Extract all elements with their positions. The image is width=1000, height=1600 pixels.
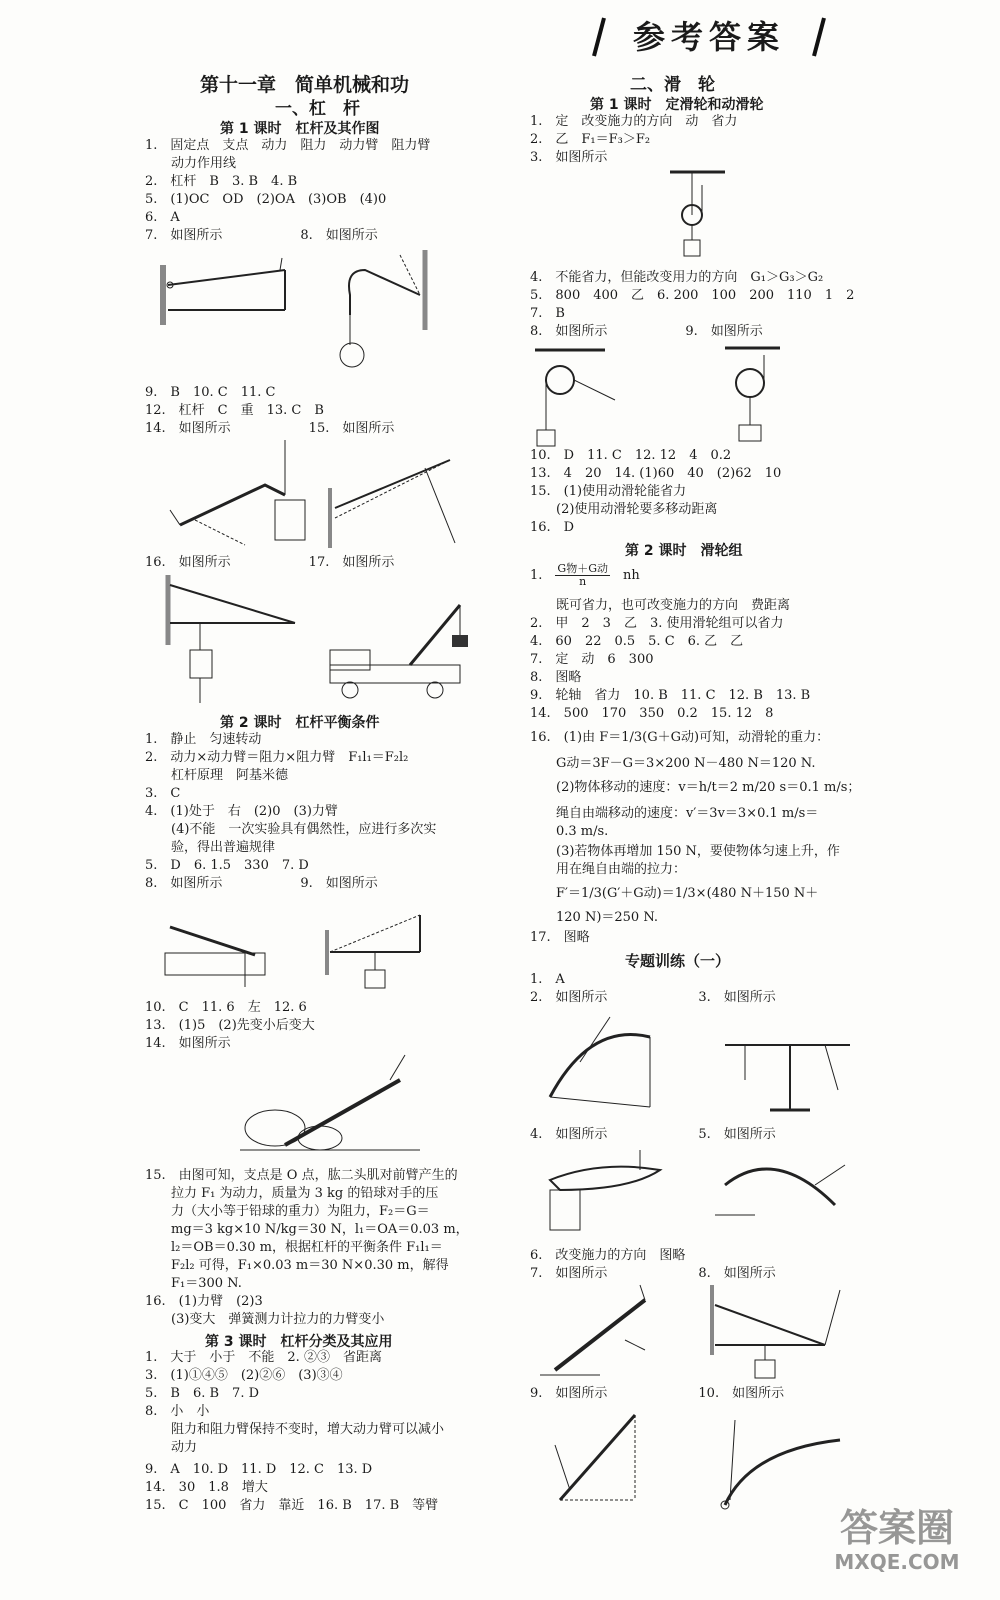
- answer-line: 阻力和阻力臂保持不变时，增大动力臂可以减小: [145, 1422, 445, 1437]
- answer-line: 14. 如图所示 15. 如图所示: [145, 421, 395, 436]
- answer-line: 既可省力，也可改变施力的方向 费距离: [530, 598, 791, 613]
- answer-line: 2. 动力×动力臂＝阻力×阻力臂 F₁l₁＝F₂l₂: [145, 750, 409, 765]
- answer-line: 3. 如图所示: [530, 150, 608, 165]
- answer-line: 9. 如图所示 10. 如图所示: [530, 1386, 785, 1401]
- answer-line: (3)变大 弹簧测力计拉力的力臂变小: [145, 1312, 385, 1327]
- answer-line: 12. 杠杆 C 重 13. C B: [145, 403, 324, 418]
- answer-line: F₁＝300 N.: [145, 1276, 242, 1291]
- answer-line: F′＝1/3(G′＋G动)＝1/3×(480 N＋150 N＋: [530, 886, 819, 901]
- lesson-title: 第 1 课时 定滑轮和动滑轮: [590, 97, 764, 113]
- answer-line: 5. D 6. 1.5 330 7. D: [145, 858, 309, 873]
- answer-line: 2. 杠杆 B 3. B 4. B: [145, 174, 298, 189]
- answer-line: l₂＝OB＝0.30 m，根据杠杆的平衡条件 F₁l₁＝: [145, 1240, 443, 1255]
- answer-line: 7. 如图所示 8. 如图所示: [530, 1266, 776, 1281]
- lever-figure-s4: [540, 1150, 670, 1240]
- answer-line: 6. 改变施力的方向 图略: [530, 1248, 686, 1263]
- answer-line: 2. 如图所示 3. 如图所示: [530, 990, 776, 1005]
- answer-line: 8. 如图所示 9. 如图所示: [145, 876, 378, 891]
- answer-line: 14. 30 1.8 增大: [145, 1480, 268, 1495]
- answer-line: 14. 如图所示: [145, 1036, 231, 1051]
- lever-figure-8: [330, 250, 430, 385]
- answer-line: G动＝3F－G＝3×200 N－480 N＝120 N.: [530, 756, 816, 771]
- answer-line: 16. 如图所示 17. 如图所示: [145, 555, 395, 570]
- answer-line: 1. 大于 小于 不能 2. ②③ 省距离: [145, 1350, 382, 1365]
- answer-line: 3. (1)①④⑤ (2)②⑥ (3)③④: [145, 1368, 343, 1383]
- answer-line: 16. (1)由 F＝1/3(G＋G动)可知，动滑轮的重力：: [530, 730, 830, 745]
- answer-line: (4)不能 一次实验具有偶然性，应进行多次实: [145, 822, 437, 837]
- lever-figure-s9: [540, 1405, 650, 1525]
- answer-line: 9. 轮轴 省力 10. B 11. C 12. B 13. B: [530, 688, 811, 703]
- pulley-figure-8: [535, 345, 625, 450]
- pulley-figure-3: [670, 170, 730, 265]
- answer-line: 1. 固定点 支点 动力 阻力 动力臂 阻力臂: [145, 138, 431, 153]
- answer-line: (2)使用动滑轮要多移动距离: [530, 502, 718, 517]
- answer-banner: [580, 14, 838, 60]
- answer-line: 10. D 11. C 12. 12 4 0.2: [530, 448, 732, 463]
- lever-figure-s5: [715, 1145, 850, 1245]
- lever-figure-s2: [540, 1012, 665, 1117]
- fraction: $\frac{\text{G物＋G动}}{n}$: [557, 562, 608, 588]
- answer-line: 1. A: [530, 972, 565, 987]
- answer-line: 7. 如图所示 8. 如图所示: [145, 228, 378, 243]
- answer-line: 动力: [145, 1440, 198, 1455]
- answer-line: 9. A 10. D 11. D 12. C 13. D: [145, 1462, 373, 1477]
- answer-line: 1. 静止 匀速转动: [145, 732, 262, 747]
- answer-line: 用在绳自由端的拉力：: [530, 862, 687, 877]
- answer-line: 16. (1)力臂 (2)3: [145, 1294, 263, 1309]
- answer-line: 17. 图略: [530, 930, 590, 945]
- lever-figure-s10: [710, 1410, 845, 1520]
- answer-line: 绳自由端移动的速度：v′＝3v＝3×0.1 m/s＝: [530, 806, 819, 821]
- answer-line: 0.3 m/s.: [530, 824, 609, 839]
- answer-line: 15. (1)使用动滑轮能省力: [530, 484, 687, 499]
- answer-line: 1. $\frac{\text{G物＋G动}}{n}$ nh: [530, 562, 640, 588]
- pump-figure-14: [165, 440, 310, 555]
- answer-line: 15. 由图可知，支点是 O 点，肱二头肌对前臂产生的: [145, 1168, 458, 1183]
- answer-line: 15. C 100 省力 靠近 16. B 17. B 等臂: [145, 1498, 439, 1513]
- watermark-text: 答案圈: [839, 1506, 954, 1550]
- answer-line: mg＝3 kg×10 N/kg＝30 N，l₁＝OA＝0.03 m，: [145, 1222, 469, 1237]
- lever-figure-15: [330, 448, 460, 548]
- banner-title: 参考答案: [632, 18, 785, 56]
- section-title-pulley: 二、滑 轮: [630, 75, 715, 95]
- watermark-url: MXQE.COM: [834, 1550, 960, 1574]
- answer-line: 13. (1)5 (2)先变小后变大: [145, 1018, 315, 1033]
- answer-line: 1. 定 改变施力的方向 动 省力: [530, 114, 738, 129]
- lever-figure-s3: [720, 1015, 855, 1115]
- crane-figure-17: [320, 590, 480, 705]
- chapter-title: 第十一章 简单机械和功: [200, 74, 410, 96]
- answer-line: 120 N)＝250 N.: [530, 910, 659, 925]
- lever-figure-s8: [710, 1285, 860, 1385]
- answer-line: 13. 4 20 14. (1)60 40 (2)62 10: [530, 466, 782, 481]
- lesson-title: 第 2 课时 杠杆平衡条件: [220, 715, 380, 731]
- answer-line: 验，得出普遍规律: [145, 840, 276, 855]
- special-training-title: 专题训练（一）: [625, 952, 731, 970]
- answer-line: 拉力 F₁ 为动力，质量为 3 kg 的铅球对手的压: [145, 1186, 439, 1201]
- answer-line: 2. 甲 2 3 乙 3. 使用滑轮组可以省力: [530, 616, 784, 631]
- watermark: [812, 1506, 982, 1592]
- answer-line: (2)物体移动的速度：v＝h/t＝2 m/20 s＝0.1 m/s；: [530, 780, 861, 795]
- lesson-title: 第 2 课时 滑轮组: [625, 543, 743, 559]
- answer-line: 3. C: [145, 786, 181, 801]
- answer-line: F₂l₂ 可得，F₁×0.03 m＝30 N×0.30 m，解得: [145, 1258, 449, 1273]
- answer-line: 杠杆原理 阿基米德: [145, 768, 289, 783]
- lever-figure-s7: [540, 1285, 670, 1385]
- answer-line: 7. B: [530, 306, 565, 321]
- answer-line: 4. 60 22 0.5 5. C 6. 乙 乙: [530, 634, 744, 649]
- answer-line: 4. 不能省力，但能改变用力的方向 G₁＞G₃＞G₂: [530, 270, 824, 285]
- answer-line: 5. B 6. B 7. D: [145, 1386, 260, 1401]
- answer-line: 8. 小 小: [145, 1404, 210, 1419]
- answer-line: 16. D: [530, 520, 575, 535]
- answer-line: 5. 800 400 乙 6. 200 100 200 110 1 2: [530, 288, 855, 303]
- answer-line: 6. A: [145, 210, 180, 225]
- section-title-lever: 一、杠 杆: [275, 99, 360, 119]
- lever-figure-9b: [325, 900, 435, 995]
- lesson-title: 第 3 课时 杠杆分类及其应用: [205, 1334, 393, 1350]
- answer-line: 4. (1)处于 右 (2)0 (3)力臂: [145, 804, 338, 819]
- lever-figure-8b: [160, 905, 270, 990]
- answer-line: 动力作用线: [145, 156, 237, 171]
- lever-figure-16: [160, 575, 300, 705]
- answer-line: 14. 500 170 350 0.2 15. 12 8: [530, 706, 774, 721]
- answer-line: (3)若物体再增加 150 N，要使物体匀速上升，作: [530, 844, 840, 859]
- lesson-title: 第 1 课时 杠杆及其作图: [220, 121, 380, 137]
- answer-line: 力（大小等于铅球的重力）为阻力，F₂＝G＝: [145, 1204, 430, 1219]
- answer-line: 8. 图略: [530, 670, 582, 685]
- answer-line: 8. 如图所示 9. 如图所示: [530, 324, 763, 339]
- answer-line: 10. C 11. 6 左 12. 6: [145, 1000, 307, 1015]
- answer-line: 9. B 10. C 11. C: [145, 385, 276, 400]
- answer-line: 4. 如图所示 5. 如图所示: [530, 1127, 776, 1142]
- pulley-figure-9: [725, 345, 785, 450]
- lever-figure-7: [160, 250, 290, 340]
- answer-line: 5. (1)OC OD (2)OA (3)OB (4)0: [145, 192, 387, 207]
- answer-line: 2. 乙 F₁＝F₃＞F₂: [530, 132, 651, 147]
- answer-line: 7. 定 动 6 300: [530, 652, 654, 667]
- crowbar-figure-14: [240, 1050, 420, 1155]
